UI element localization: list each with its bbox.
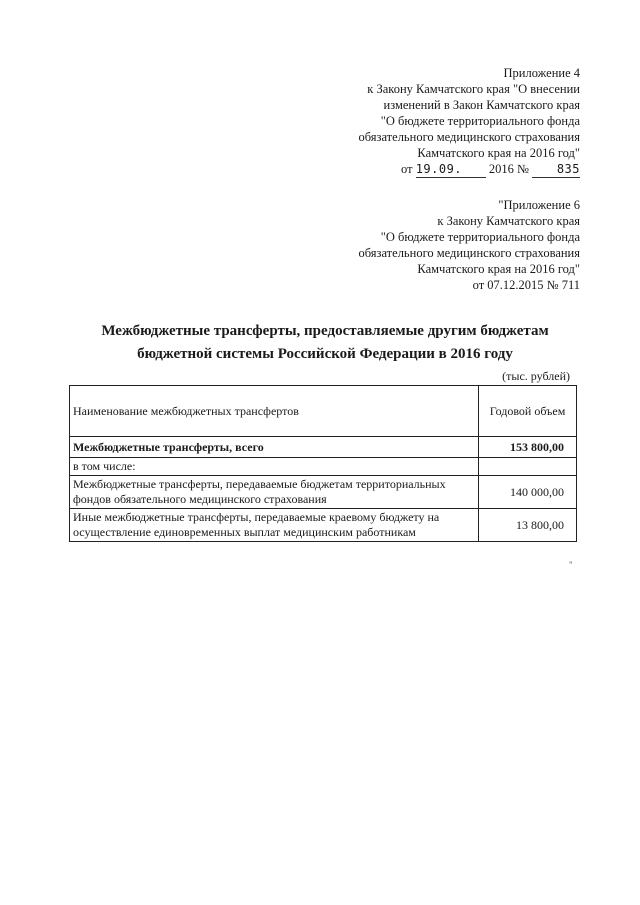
table-header-row [70,386,577,437]
appendix-line: от 07.12.2015 № 711 [472,278,580,292]
units-label: (тыс. рублей) [502,369,570,383]
appendix-line: к Закону Камчатского края "О внесении [367,82,580,96]
table-row [70,476,577,509]
appendix-line: "О бюджете территориального фонда [380,230,580,244]
title-line-1: Межбюджетные трансферты, предоставляемые другим бюджетам [101,323,549,339]
appendix-line: Приложение 4 [503,66,580,80]
date-prefix: от [401,162,413,176]
appendix-line: изменений в Закон Камчатского края [383,98,580,112]
law-year: 2016 [488,162,514,176]
row-name: Иные межбюджетные трансферты, передаваемые краевому бюджету на осуществление единовременных выплат медицинским работникам [70,509,479,542]
transfers-table [69,385,577,542]
row-name: Межбюджетные трансферты, передаваемые бюджетам территориальных фондов обязательного медицинского страхования [70,476,479,509]
law-date-line [358,161,580,178]
table-row-subheader [70,458,577,476]
total-name: Межбюджетные трансферты, всего [70,437,479,458]
total-amount: 153 800,00 [479,437,577,458]
handwritten-number: 835 [532,161,580,178]
subheader-text: в том числе: [70,458,479,476]
appendix-line: Камчатского края на 2016 год" [417,146,580,160]
appendix-line: обязательного медицинского страхования [358,130,580,144]
appendix-6-header [358,197,580,293]
header-name: Наименование межбюджетных трансфертов [70,386,479,437]
appendix-line: "О бюджете территориального фонда [380,114,580,128]
appendix-4-header [358,65,580,178]
scan-mark: " [569,560,573,570]
handwritten-date: 19.09. [416,161,486,178]
table-row-total [70,437,577,458]
title-line-2: бюджетной системы Российской Федерации в 2016 году [137,346,513,362]
appendix-line: Камчатского края на 2016 год" [417,262,580,276]
appendix-line: "Приложение 6 [498,198,580,212]
header-amount: Годовой объем [479,386,577,437]
subheader-amount-empty [479,458,577,476]
number-sign: № [516,162,529,176]
document-title [60,320,590,366]
table-row [70,509,577,542]
row-amount: 13 800,00 [479,509,577,542]
row-amount: 140 000,00 [479,476,577,509]
appendix-line: обязательного медицинского страхования [358,246,580,260]
appendix-line: к Закону Камчатского края [437,214,580,228]
